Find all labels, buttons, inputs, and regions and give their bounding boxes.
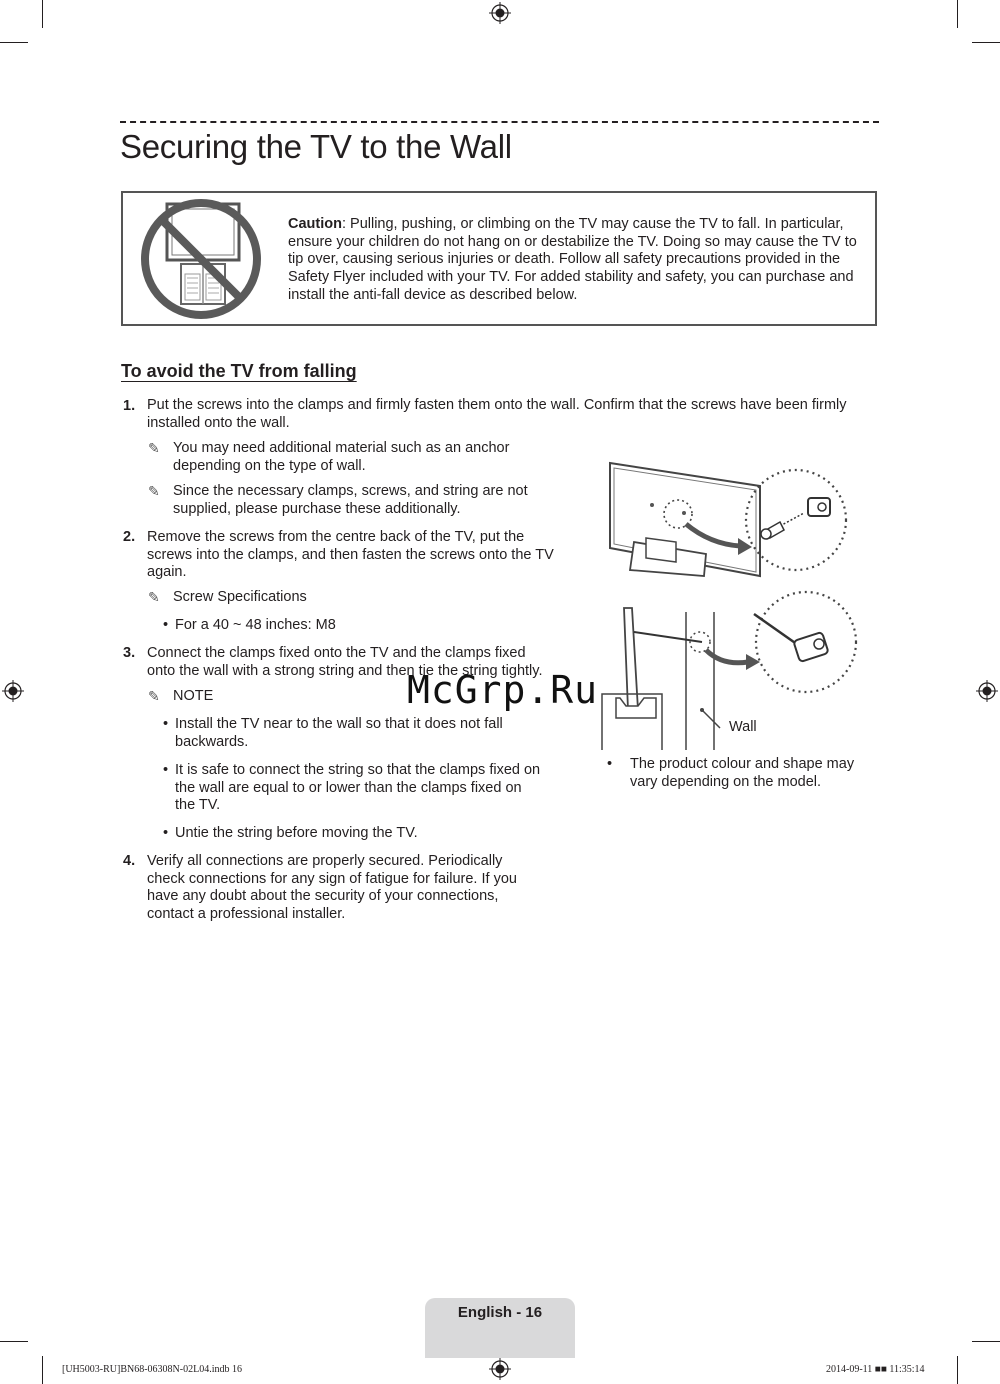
step-number: 3. bbox=[123, 645, 136, 661]
step-text: Connect the clamps fixed onto the TV and the clamps fixed onto the wall with a strong string and then tie the string tightly. bbox=[147, 645, 543, 679]
crop-mark bbox=[957, 0, 958, 28]
crop-mark bbox=[42, 1356, 43, 1384]
step-number: 4. bbox=[123, 853, 136, 869]
crop-mark bbox=[957, 1356, 958, 1384]
page-number-label: English - 16 bbox=[457, 1304, 543, 1321]
watermark: McGrp.Ru bbox=[407, 668, 599, 712]
crop-mark bbox=[972, 42, 1000, 43]
step-text: Remove the screws from the centre back of the TV, put the screws into the clamps, and then fasten the screws onto the TV again. bbox=[147, 529, 554, 581]
caution-label: Caution bbox=[288, 216, 342, 232]
figure-caption: The product colour and shape may vary depending on the model. bbox=[630, 756, 855, 790]
crop-mark bbox=[0, 42, 28, 43]
bullet-icon: • bbox=[163, 617, 169, 633]
crop-mark bbox=[0, 1341, 28, 1342]
tv-back-screw-illustration bbox=[600, 458, 860, 588]
print-slug-right: 2014-09-11 ■■ 11:35:14 bbox=[826, 1364, 925, 1375]
bullet-icon: • bbox=[163, 825, 169, 841]
bullet-icon: • bbox=[607, 756, 613, 772]
note-text: Screw Specifications bbox=[173, 589, 307, 605]
print-slug-left: [UH5003-RU]BN68-06308N-02L04.indb 16 bbox=[62, 1364, 242, 1375]
page-title: Securing the TV to the Wall bbox=[120, 128, 512, 165]
pencil-note-icon: ✎ bbox=[148, 440, 160, 456]
pencil-note-icon: ✎ bbox=[148, 483, 160, 499]
bullet-text: It is safe to connect the string so that the clamps fixed on the wall are equal to or lower than the clamps fixed on the TV. bbox=[175, 762, 541, 814]
step-text: Verify all connections are properly secured. Periodically check connections for any sign of fatigue for failure. If you have any doubt about the security of your connections, contact a professional installer. bbox=[147, 853, 517, 923]
crop-mark bbox=[42, 0, 43, 28]
section-heading: To avoid the TV from falling bbox=[121, 361, 357, 381]
note-title: NOTE bbox=[173, 688, 214, 704]
wall-label: Wall bbox=[729, 719, 757, 735]
step-number: 2. bbox=[123, 529, 136, 545]
caution-body: : Pulling, pushing, or climbing on the TV may cause the TV to fall. In particular, ensure your children do not hang on or destabilize the TV. Doing so may cause the TV to tip over, causing serious injuries or death. Follow all safety precautions provided in the Safety Flyer included with your TV. For added stability and safety, you can purchase and install the anti-fall device as described below. bbox=[288, 216, 857, 303]
bullet-text: For a 40 ~ 48 inches: M8 bbox=[175, 617, 336, 633]
registration-mark-icon bbox=[489, 2, 511, 24]
crop-mark bbox=[972, 1341, 1000, 1342]
registration-mark-icon bbox=[489, 1358, 511, 1380]
step-text: installed onto the wall. bbox=[147, 415, 290, 431]
registration-mark-icon bbox=[976, 680, 998, 702]
bullet-text: Install the TV near to the wall so that it does not fall backwards. bbox=[175, 716, 503, 750]
step-text: Put the screws into the clamps and firmly fasten them onto the wall. Confirm that the screws have been firmly bbox=[147, 397, 847, 413]
pencil-note-icon: ✎ bbox=[148, 589, 160, 605]
no-climbing-tv-icon bbox=[139, 198, 263, 320]
pencil-note-icon: ✎ bbox=[148, 688, 160, 704]
bullet-icon: • bbox=[163, 716, 169, 732]
bullet-text: Untie the string before moving the TV. bbox=[175, 825, 418, 841]
bullet-icon: • bbox=[163, 762, 169, 778]
note-text: Since the necessary clamps, screws, and string are not supplied, please purchase these additionally. bbox=[173, 483, 528, 517]
registration-mark-icon bbox=[2, 680, 24, 702]
caution-paragraph bbox=[288, 216, 864, 305]
note-text: You may need additional material such as an anchor depending on the type of wall. bbox=[173, 440, 510, 474]
dashed-header-rule bbox=[120, 121, 879, 123]
step-number: 1. bbox=[123, 398, 136, 414]
